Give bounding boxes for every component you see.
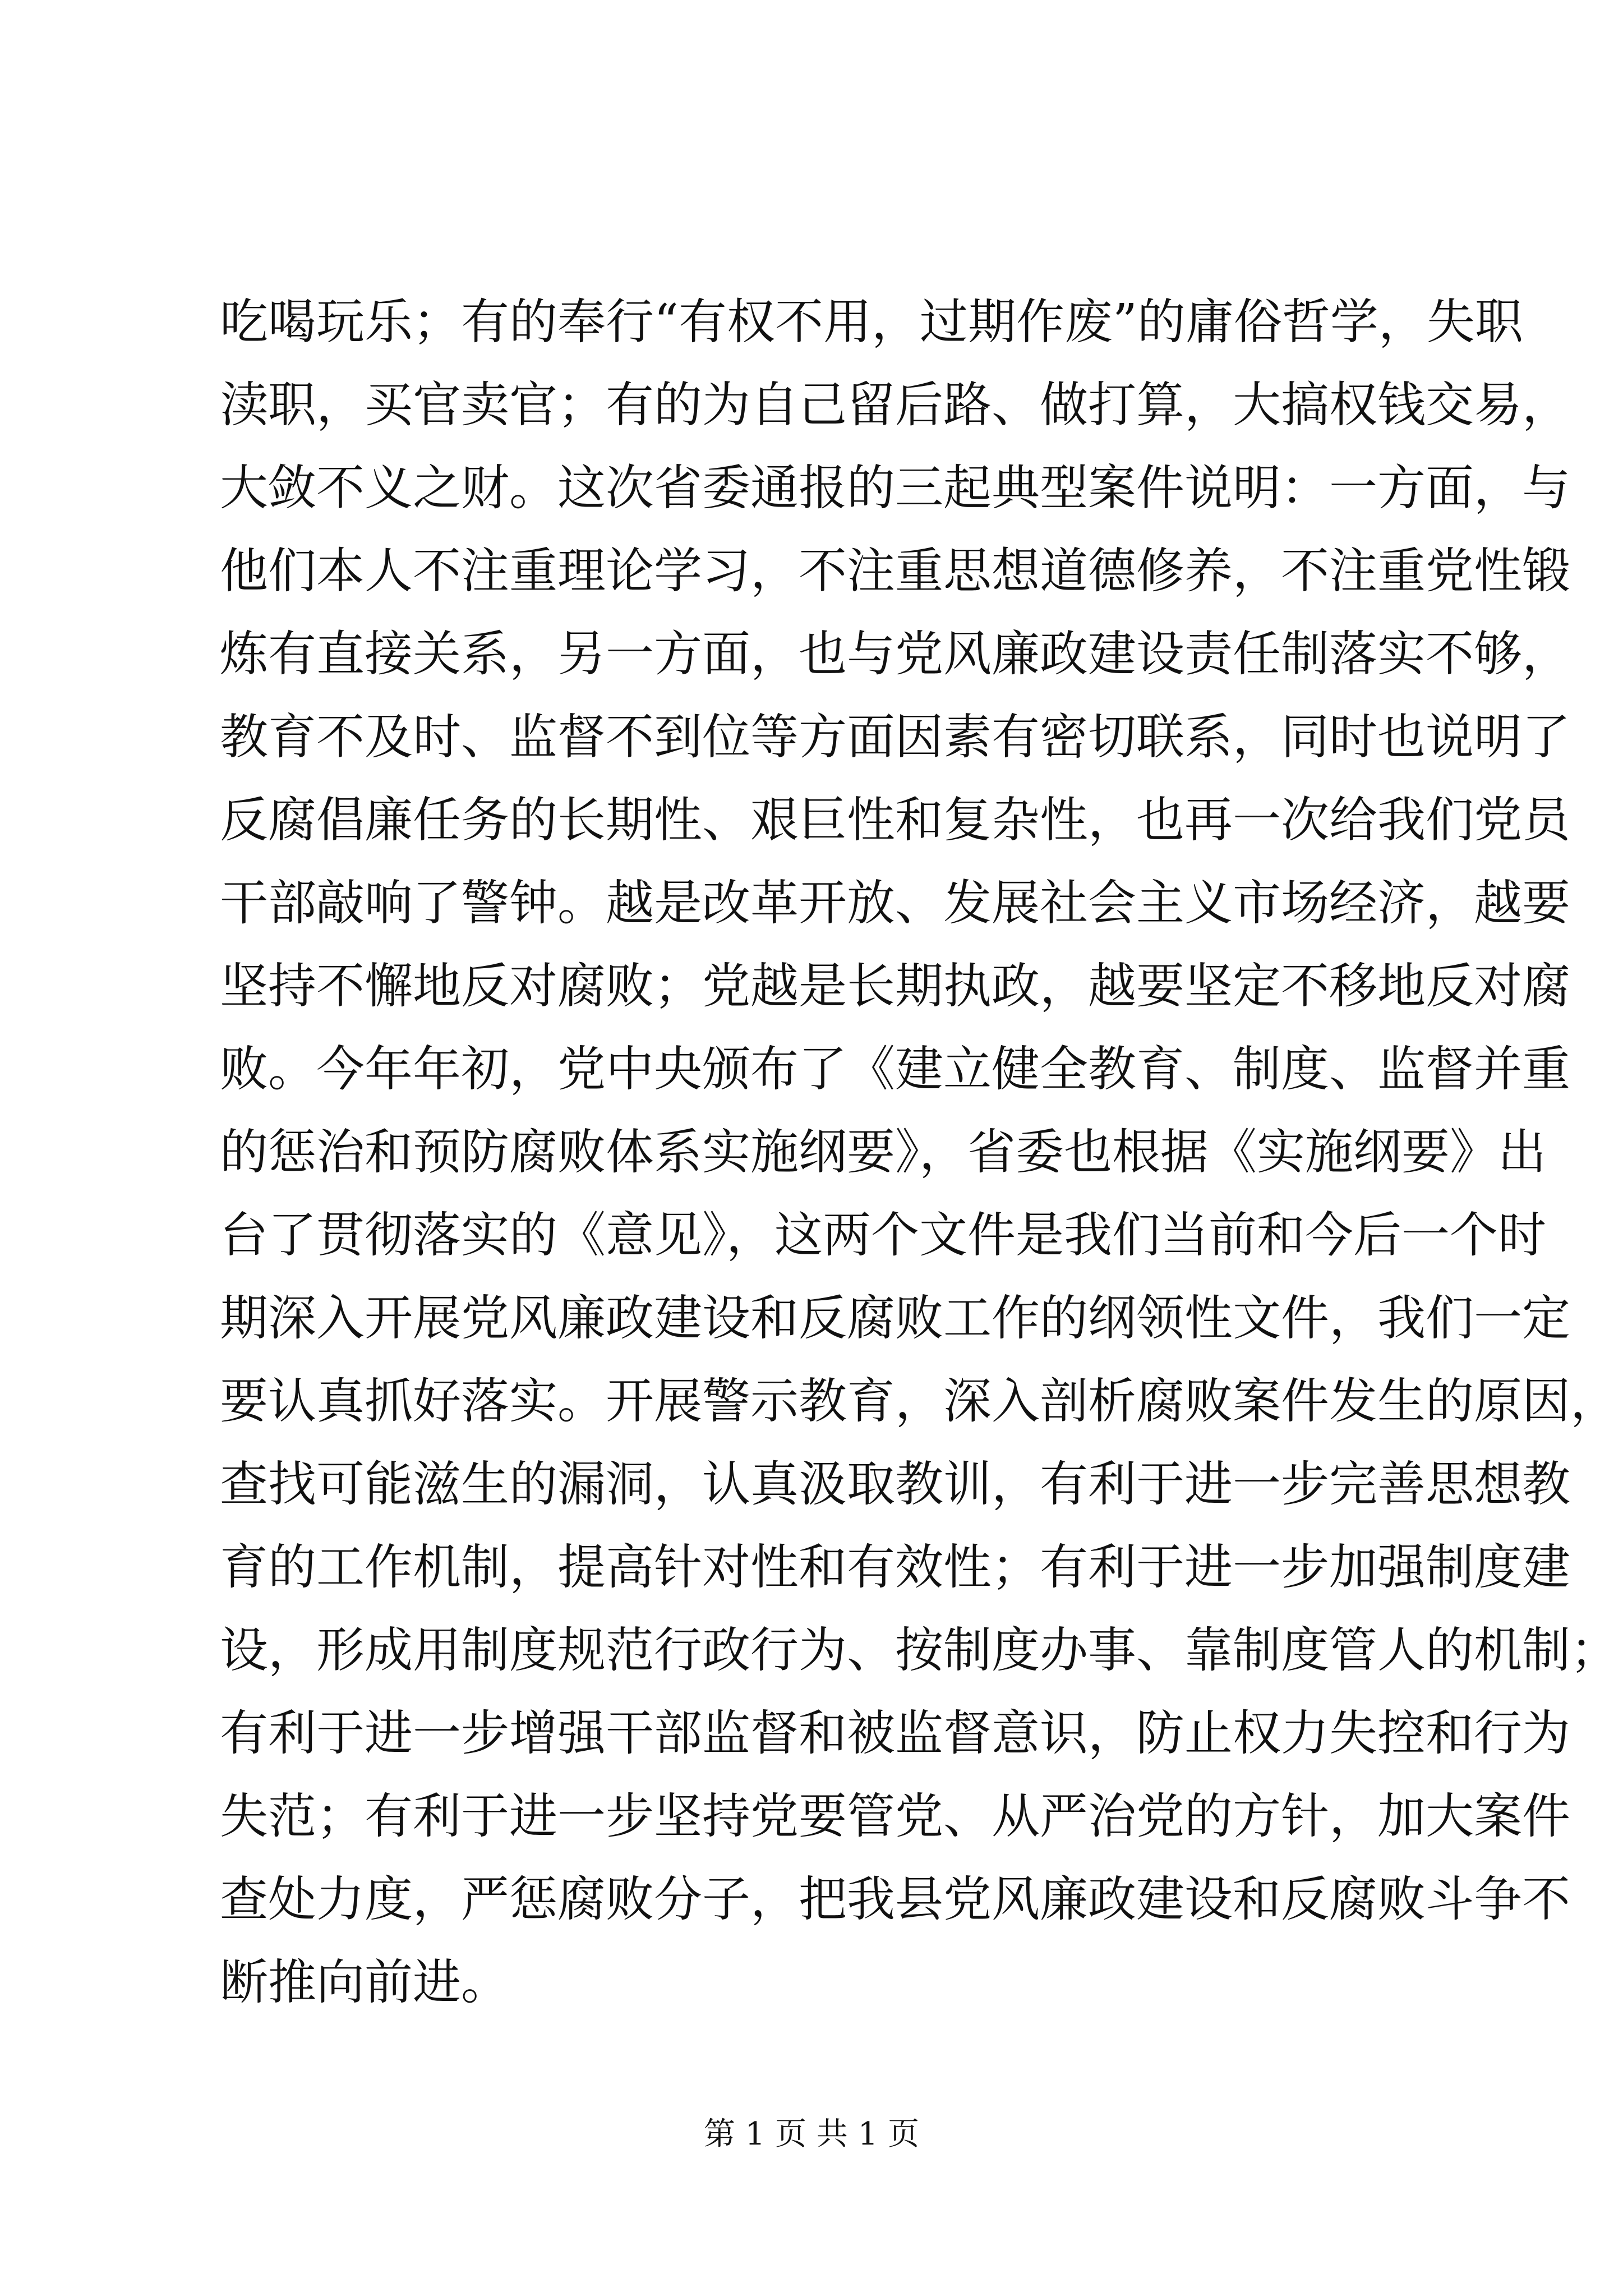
- text-line: 育的工作机制，提高针对性和有效性；有利于进一步加强制度建: [220, 1539, 1570, 1595]
- text-line: 台了贯彻落实的《意见》，这两个文件是我们当前和今后一个时: [220, 1207, 1546, 1263]
- text-line: 有利于进一步增强干部监督和被监督意识，防止权力失控和行为: [220, 1705, 1570, 1761]
- page-footer: 第 1 页 共 1 页: [703, 2116, 920, 2152]
- text-line: 坚持不懈地反对腐败；党越是长期执政，越要坚定不移地反对腐: [220, 958, 1570, 1014]
- text-line: 炼有直接关系，另一方面，也与党风廉政建设责任制落实不够，: [220, 626, 1570, 682]
- text-line: 要认真抓好落实。开展警示教育，深入剖析腐败案件发生的原因，: [220, 1373, 1619, 1429]
- text-line: 大敛不义之财。这次省委通报的三起典型案件说明：一方面，与: [220, 460, 1570, 516]
- text-line: 干部敲响了警钟。越是改革开放、发展社会主义市场经济，越要: [220, 875, 1570, 931]
- text-line: 断推向前进。: [220, 1954, 509, 2010]
- text-line: 的惩治和预防腐败体系实施纲要》，省委也根据《实施纲要》出: [220, 1124, 1546, 1180]
- text-line: 失范；有利于进一步坚持党要管党、从严治党的方针，加大案件: [220, 1788, 1570, 1844]
- text-line: 查处力度，严惩腐败分子，把我县党风廉政建设和反腐败斗争不: [220, 1871, 1570, 1927]
- text-line: 反腐倡廉任务的长期性、艰巨性和复杂性，也再一次给我们党员: [220, 792, 1570, 848]
- text-line: 他们本人不注重理论学习，不注重思想道德修养，不注重党性锻: [220, 543, 1570, 599]
- text-line: 期深入开展党风廉政建设和反腐败工作的纲领性文件，我们一定: [220, 1290, 1570, 1346]
- text-line: 吃喝玩乐；有的奉行“有权不用，过期作废”的庸俗哲学，失职: [220, 294, 1523, 350]
- text-line: 败。今年年初，党中央颁布了《建立健全教育、制度、监督并重: [220, 1041, 1570, 1097]
- body-text: [220, 280, 1619, 2024]
- text-line: 设，形成用制度规范行政行为、按制度办事、靠制度管人的机制；: [220, 1622, 1619, 1678]
- text-line: 教育不及时、监督不到位等方面因素有密切联系，同时也说明了: [220, 709, 1570, 765]
- text-line: 查找可能滋生的漏洞，认真汲取教训，有利于进一步完善思想教: [220, 1456, 1570, 1512]
- text-line: 渎职，买官卖官；有的为自己留后路、做打算，大搞权钱交易，: [220, 377, 1570, 433]
